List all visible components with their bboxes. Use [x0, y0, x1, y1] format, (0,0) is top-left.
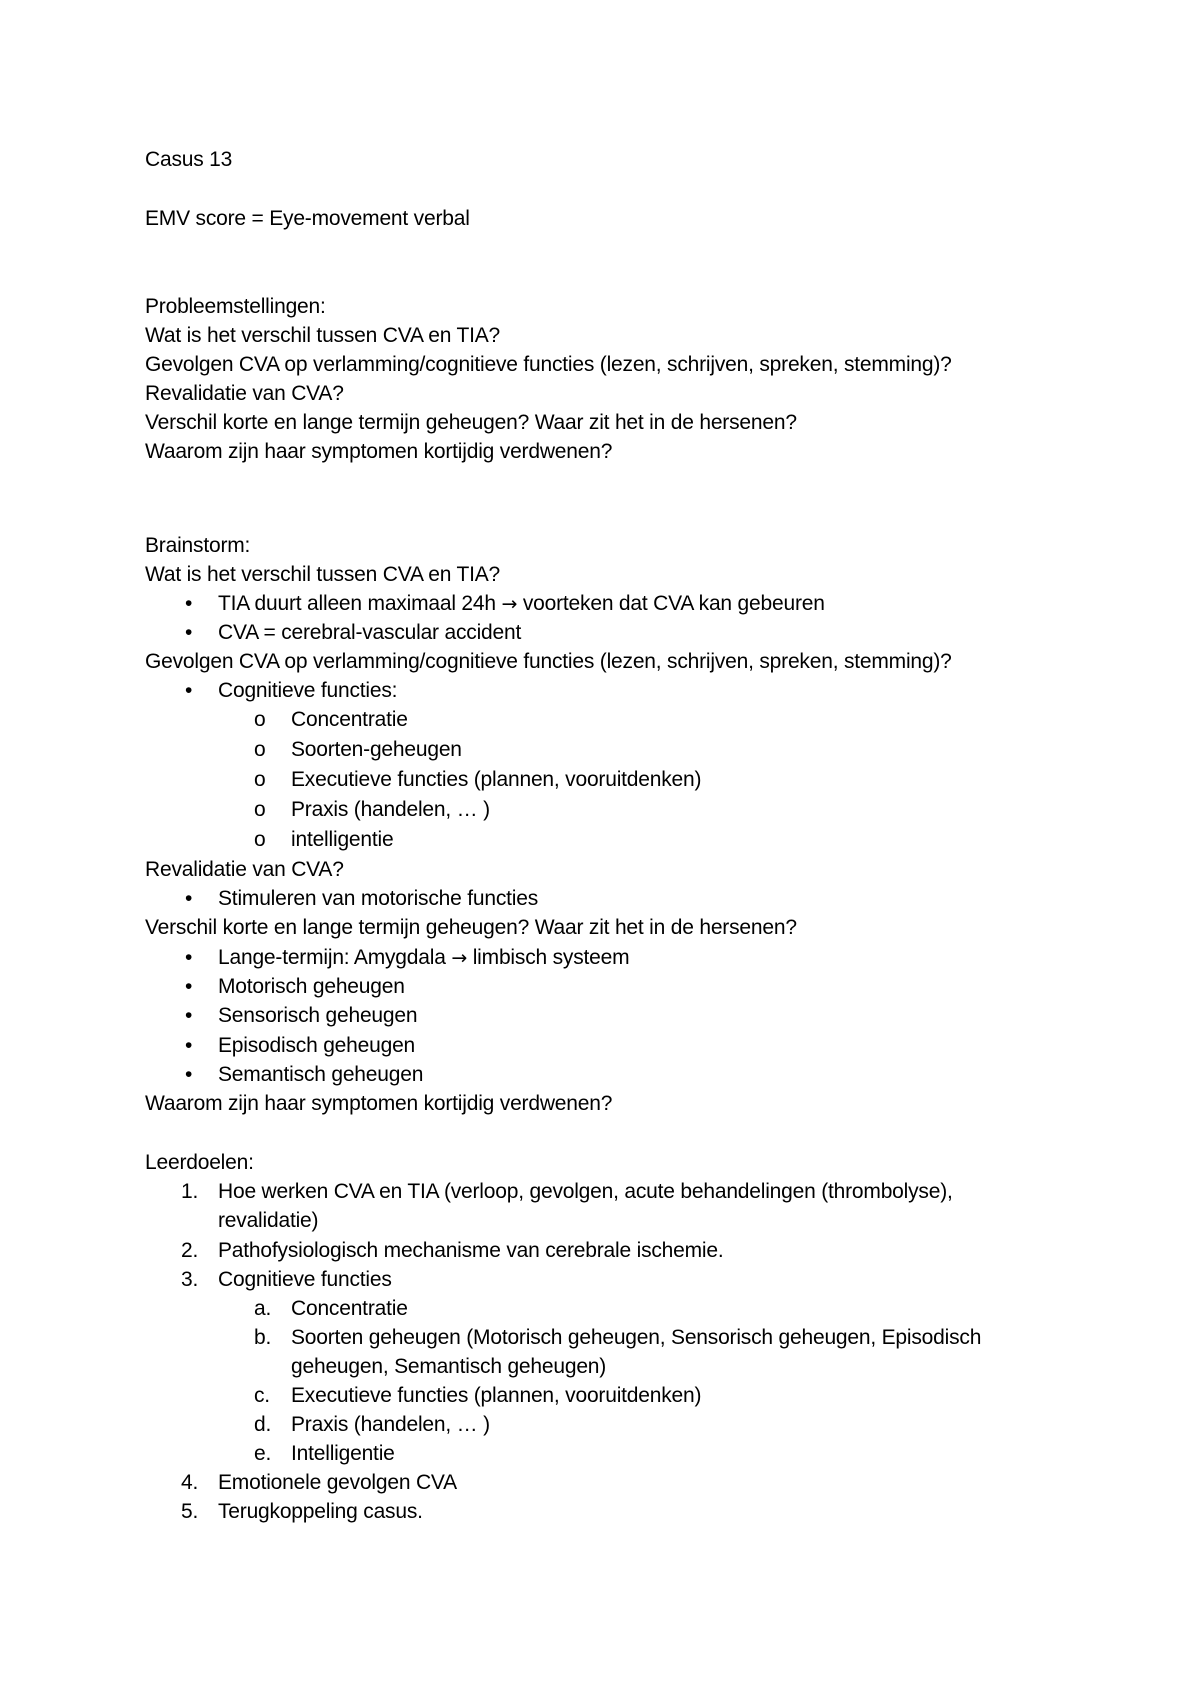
- problems-heading: Probleemstellingen:: [145, 295, 326, 318]
- letter-marker: a.: [254, 1297, 272, 1320]
- brainstorm-question: Verschil korte en lange termijn geheugen? Waar zit het in de hersenen?: [145, 916, 797, 939]
- problem-item: Gevolgen CVA op verlamming/cognitieve functies (lezen, schrijven, spreken, stemming)?: [145, 353, 952, 376]
- goals-heading: Leerdoelen:: [145, 1151, 254, 1174]
- goal-item: Pathofysiologisch mechanisme van cerebrale ischemie.: [218, 1239, 724, 1262]
- bullet-item: CVA = cerebral-vascular accident: [218, 621, 522, 644]
- brainstorm-question: Revalidatie van CVA?: [145, 858, 344, 881]
- arrow-right-icon: →: [501, 593, 518, 615]
- number-marker: 3.: [181, 1268, 199, 1291]
- number-marker: 2.: [181, 1239, 199, 1262]
- goal-item-continuation: revalidatie): [218, 1209, 319, 1232]
- sub-bullet-item: Concentratie: [291, 708, 408, 731]
- bullet-marker: •: [185, 887, 193, 910]
- letter-marker: c.: [254, 1384, 270, 1407]
- bullet-marker: •: [185, 1034, 193, 1057]
- sub-bullet-item: Executieve functies (plannen, vooruitdenken): [291, 768, 702, 791]
- problem-item: Wat is het verschil tussen CVA en TIA?: [145, 324, 500, 347]
- bullet-marker: •: [185, 621, 193, 644]
- bullet-item: TIA duurt alleen maximaal 24h → voorteken dat CVA kan gebeuren: [218, 592, 825, 615]
- problem-item: Verschil korte en lange termijn geheugen? Waar zit het in de hersenen?: [145, 411, 797, 434]
- letter-marker: d.: [254, 1413, 272, 1436]
- number-marker: 1.: [181, 1180, 199, 1203]
- bullet-marker: •: [185, 679, 193, 702]
- goal-item: Emotionele gevolgen CVA: [218, 1471, 457, 1494]
- brainstorm-heading: Brainstorm:: [145, 534, 251, 557]
- bullet-marker: •: [185, 1004, 193, 1027]
- goal-subitem: Executieve functies (plannen, vooruitdenken): [291, 1384, 702, 1407]
- bullet-marker: •: [185, 975, 193, 998]
- bullet-item: Stimuleren van motorische functies: [218, 887, 539, 910]
- sub-bullet-item: Soorten-geheugen: [291, 738, 462, 761]
- goal-subitem: Soorten geheugen (Motorisch geheugen, Sensorisch geheugen, Episodisch: [291, 1326, 982, 1349]
- goal-item: Terugkoppeling casus.: [218, 1500, 423, 1523]
- problem-item: Revalidatie van CVA?: [145, 382, 344, 405]
- goal-subitem-continuation: geheugen, Semantisch geheugen): [291, 1355, 607, 1378]
- circle-marker: o: [254, 708, 266, 731]
- bullet-marker: •: [185, 946, 193, 969]
- brainstorm-question: Waarom zijn haar symptomen kortijdig verdwenen?: [145, 1092, 613, 1115]
- brainstorm-question: Wat is het verschil tussen CVA en TIA?: [145, 563, 500, 586]
- circle-marker: o: [254, 768, 266, 791]
- sub-bullet-item: intelligentie: [291, 828, 394, 851]
- brainstorm-question: Gevolgen CVA op verlamming/cognitieve functies (lezen, schrijven, spreken, stemming)?: [145, 650, 952, 673]
- number-marker: 4.: [181, 1471, 199, 1494]
- bullet-item: Motorisch geheugen: [218, 975, 405, 998]
- letter-marker: e.: [254, 1442, 272, 1465]
- arrow-right-icon: →: [451, 947, 468, 969]
- bullet-marker: •: [185, 1063, 193, 1086]
- sub-bullet-item: Praxis (handelen, … ): [291, 798, 490, 821]
- emv-definition: EMV score = Eye-movement verbal: [145, 207, 470, 230]
- circle-marker: o: [254, 738, 266, 761]
- goal-subitem: Concentratie: [291, 1297, 408, 1320]
- goal-item: Hoe werken CVA en TIA (verloop, gevolgen, acute behandelingen (thrombolyse),: [218, 1180, 953, 1203]
- circle-marker: o: [254, 828, 266, 851]
- circle-marker: o: [254, 798, 266, 821]
- bullet-item: Cognitieve functies:: [218, 679, 398, 702]
- goal-subitem: Praxis (handelen, … ): [291, 1413, 490, 1436]
- bullet-item: Semantisch geheugen: [218, 1063, 424, 1086]
- bullet-marker: •: [185, 592, 193, 615]
- bullet-item: Sensorisch geheugen: [218, 1004, 418, 1027]
- document-title: Casus 13: [145, 148, 233, 171]
- bullet-item: Lange-termijn: Amygdala → limbisch systeem: [218, 946, 630, 969]
- problem-item: Waarom zijn haar symptomen kortijdig verdwenen?: [145, 440, 613, 463]
- letter-marker: b.: [254, 1326, 272, 1349]
- goal-subitem: Intelligentie: [291, 1442, 395, 1465]
- number-marker: 5.: [181, 1500, 199, 1523]
- goal-item: Cognitieve functies: [218, 1268, 392, 1291]
- bullet-item: Episodisch geheugen: [218, 1034, 416, 1057]
